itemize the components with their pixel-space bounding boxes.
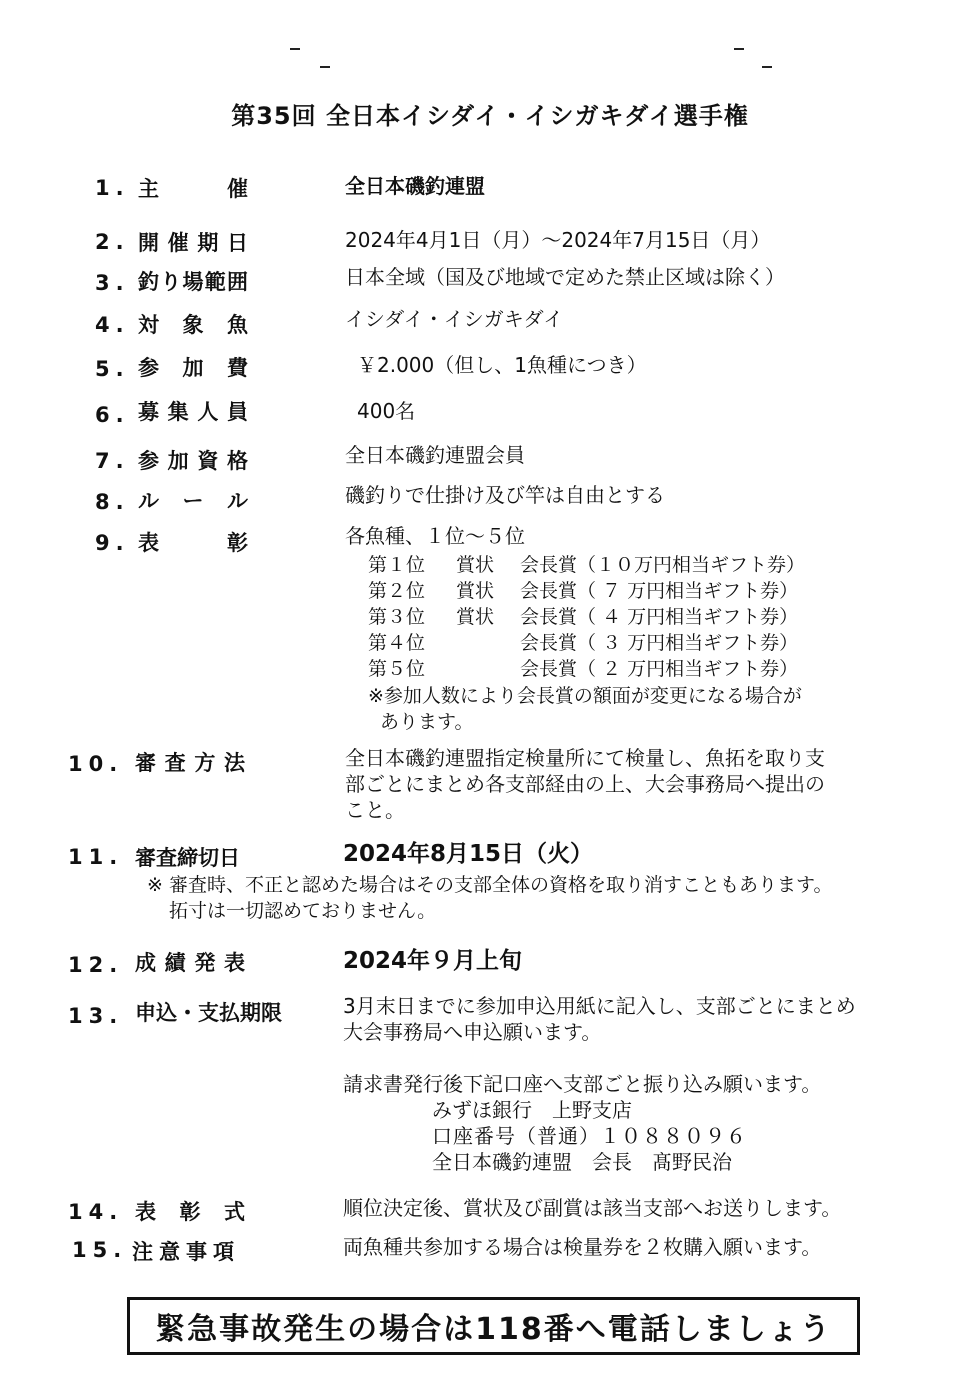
item-value-line: 全日本磯釣連盟指定検量所にて検量し、魚拓を取り支 — [345, 746, 825, 770]
item-label: 審 査 方 法 — [135, 751, 245, 775]
item-number: 2. — [95, 230, 130, 254]
item-value-line: 部ごとにまとめ各支部経由の上、大会事務局へ提出の — [345, 772, 825, 796]
prize-rank: 第５位 — [368, 658, 426, 680]
item-value: 全日本磯釣連盟会員 — [345, 443, 525, 467]
item-value: 日本全域（国及び地域で定めた禁止区域は除く） — [345, 265, 785, 289]
prize-certificate: 賞状 — [456, 554, 495, 576]
prize-rank: 第２位 — [368, 580, 426, 602]
item-note: 拓寸は一切認めておりません。 — [169, 900, 437, 922]
item-value-line: こと。 — [345, 798, 405, 822]
item-number: 4. — [95, 313, 130, 337]
item-number: 15. — [72, 1238, 128, 1262]
bank-name: みずほ銀行 上野支店 — [432, 1098, 632, 1122]
item-label: 釣 り 場 範 囲 — [138, 270, 248, 294]
item-value-line: 大会事務局へ申込願います。 — [343, 1020, 602, 1044]
item-label: 対 象 魚 — [138, 313, 248, 337]
item-number: 10. — [68, 752, 124, 776]
item-label: 表 彰 式 — [135, 1200, 245, 1224]
item-label: 参 加 費 — [138, 356, 248, 380]
prize-award: 会長賞（ ７ 万円相当ギフト券） — [520, 580, 799, 602]
item-label: 主 催 — [138, 177, 248, 201]
item-label: 審査締切日 — [135, 846, 240, 870]
account-number: 口座番号（普通）１０８８０９６ — [432, 1124, 747, 1148]
item-label: 開 催 期 日 — [138, 231, 248, 255]
account-holder: 全日本磯釣連盟 会長 髙野民治 — [432, 1150, 732, 1174]
prize-award: 会長賞（ ２ 万円相当ギフト券） — [520, 658, 799, 680]
prize-rank: 第１位 — [368, 554, 426, 576]
scan-mark — [734, 48, 744, 50]
item-label: 参 加 資 格 — [138, 449, 248, 473]
item-number: 12. — [68, 953, 124, 977]
item-value: 磯釣りで仕掛け及び竿は自由とする — [345, 483, 665, 507]
scan-mark — [320, 66, 330, 68]
item-value-line: 3月末日までに参加申込用紙に記入し、支部ごとにまとめ — [343, 994, 856, 1018]
item-value: ￥2.000（但し、1魚種につき） — [357, 353, 647, 377]
item-label: 注意事項 — [132, 1240, 240, 1264]
page-title: 第35回 全日本イシダイ・イシガキダイ選手権 — [231, 102, 749, 130]
item-value: 400名 — [357, 399, 416, 423]
item-label: 募 集 人 員 — [138, 400, 248, 424]
payment-intro: 請求書発行後下記口座へ支部ごと振り込み願います。 — [343, 1072, 822, 1096]
item-value: 全日本磯釣連盟 — [345, 174, 485, 198]
item-number: 8. — [95, 490, 130, 514]
item-number: 1. — [95, 176, 130, 200]
item-value: 各魚種、１位～５位 — [345, 524, 525, 548]
item-number: 7. — [95, 449, 130, 473]
emergency-notice: 緊急事故発生の場合は118番へ電話しましょう — [127, 1297, 860, 1355]
item-number: 6. — [95, 403, 130, 427]
prize-award: 会長賞（ ３ 万円相当ギフト券） — [520, 632, 799, 654]
prize-certificate: 賞状 — [456, 606, 495, 628]
prize-rank: 第３位 — [368, 606, 426, 628]
prize-note: ※参加人数により会長賞の額面が変更になる場合が — [368, 685, 802, 707]
item-number: 11. — [68, 845, 124, 869]
item-value: 2024年4月1日（月）～2024年7月15日（月） — [345, 228, 771, 252]
item-value: 順位決定後、賞状及び副賞は該当支部へお送りします。 — [343, 1196, 842, 1220]
item-value: 両魚種共参加する場合は検量券を２枚購入願います。 — [343, 1235, 822, 1259]
item-number: 5. — [95, 357, 130, 381]
scan-mark — [762, 66, 772, 68]
prize-rank: 第４位 — [368, 632, 426, 654]
item-number: 14. — [68, 1200, 124, 1224]
item-value: 2024年９月上旬 — [343, 948, 523, 974]
item-label: 申込・支払期限 — [135, 1001, 282, 1025]
item-value: イシダイ・イシガキダイ — [345, 307, 564, 331]
prize-award: 会長賞（ ４ 万円相当ギフト券） — [520, 606, 799, 628]
item-note: ※ 審査時、不正と認めた場合はその支部全体の資格を取り消すこともあります。 — [147, 874, 833, 896]
item-label: ル ー ル — [138, 489, 248, 513]
item-number: 9. — [95, 531, 130, 555]
prize-certificate: 賞状 — [456, 580, 495, 602]
item-number: 3. — [95, 271, 130, 295]
item-value: 2024年8月15日（火） — [343, 841, 594, 867]
item-label: 成 績 発 表 — [135, 951, 245, 975]
prize-note: あります。 — [380, 711, 474, 733]
item-number: 13. — [68, 1004, 124, 1028]
scan-mark — [290, 48, 300, 50]
item-label: 表 彰 — [138, 531, 248, 555]
prize-award: 会長賞（１０万円相当ギフト券） — [520, 554, 806, 576]
